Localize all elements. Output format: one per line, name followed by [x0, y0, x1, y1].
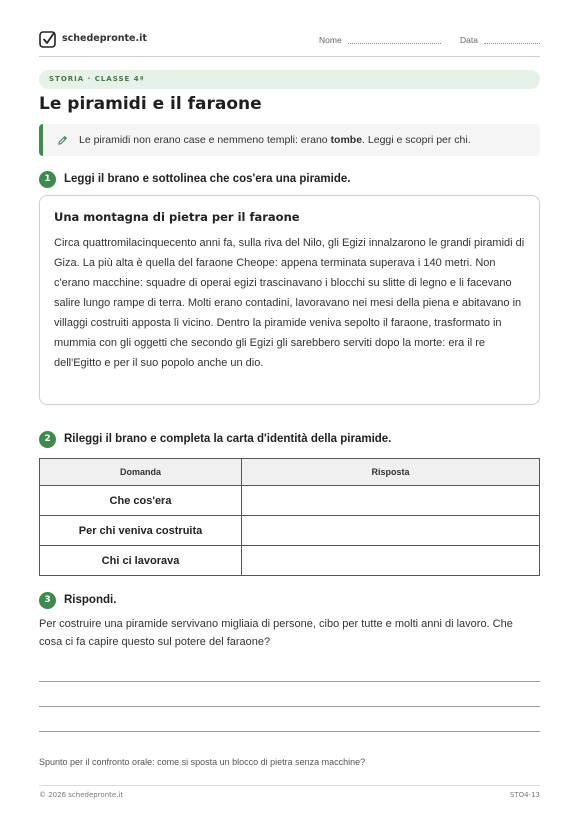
table-row: [40, 486, 540, 516]
step-2-instruction: Rileggi il brano e completa la carta d'identità della piramide.: [64, 433, 392, 445]
page-footer: [39, 785, 540, 799]
reading-passage: [39, 195, 540, 405]
answer-line[interactable]: [39, 681, 540, 682]
copyright: © 2026 schedepronte.it: [39, 791, 124, 799]
step-3-instruction: Rispondi.: [64, 594, 117, 606]
column-header-answer: Risposta: [242, 459, 540, 486]
row-answer-cell[interactable]: [242, 516, 540, 546]
step-2-badge: 2: [39, 431, 56, 448]
date-label: Data: [460, 35, 478, 45]
passage-body: Circa quattromilacinquecento anni fa, sulla riva del Nilo, gli Egizi innalzarono le grandi piramidi di Giza. La più alta è quella del faraone Cheope: appena terminata superava i 140 metri. Non c'erano macchine: squadre di operai egizi trascinavano i blocchi su slitte di legno e li facevano salire lungo rampe di terra. Molti erano contadini, lavoravano nei mesi della piena e abitavano in villaggi costruiti apposta lì vicino. Dentro la piramide veniva sepolto il faraone, trasformato in mummia con gli oggetti che secondo gli Egizi gli sarebbero serviti dopo la morte: era il re dell'Egitto e per il suo popolo anche un dio.: [54, 237, 525, 369]
answer-line[interactable]: [39, 731, 540, 732]
passage-title: Una montagna di pietra per il faraone: [54, 210, 300, 224]
oral-discussion-hint: Spunto per il confronto orale: come si sposta un blocco di pietra senza macchine?: [39, 757, 366, 767]
brand-name: schedepronte.it: [62, 33, 147, 44]
step-1-instruction: Leggi il brano e sottolinea che cos'era una piramide.: [64, 173, 351, 185]
row-question: Che cos'era: [40, 486, 242, 516]
column-header-question: Domanda: [40, 459, 242, 486]
answer-line[interactable]: [39, 706, 540, 707]
name-field[interactable]: [348, 43, 441, 44]
intro-note: [39, 124, 540, 156]
row-question: Per chi veniva costruita: [40, 516, 242, 546]
table-row: [40, 516, 540, 546]
row-answer-cell[interactable]: [242, 546, 540, 576]
pencil-icon: [57, 135, 68, 146]
page-title: Le piramidi e il faraone: [39, 94, 262, 114]
intro-note-bold: tombe: [330, 134, 363, 146]
name-label: Nome: [319, 35, 342, 45]
step-1-badge: 1: [39, 171, 56, 188]
intro-note-text: Le piramidi non erano case e nemmeno templi: erano tombe. Leggi e scopri per chi.: [79, 134, 471, 146]
checkbox-logo-icon: [39, 30, 57, 49]
date-field[interactable]: [484, 43, 540, 44]
identity-card-table: [39, 458, 540, 576]
open-question: Per costruire una piramide servivano migliaia di persone, cibo per tutte e molti anni di lavoro. Che cosa ci fa capire questo sul potere del faraone?: [39, 618, 513, 648]
worksheet-code: STO4-13: [509, 791, 540, 799]
step-3-badge: 3: [39, 592, 56, 609]
row-question: Chi ci lavorava: [40, 546, 242, 576]
page-header: [39, 30, 540, 57]
subject-tag-text: STORIA · CLASSE 4ª: [49, 75, 145, 83]
row-answer-cell[interactable]: [242, 486, 540, 516]
table-row: [40, 546, 540, 576]
subject-tag: [39, 70, 540, 89]
